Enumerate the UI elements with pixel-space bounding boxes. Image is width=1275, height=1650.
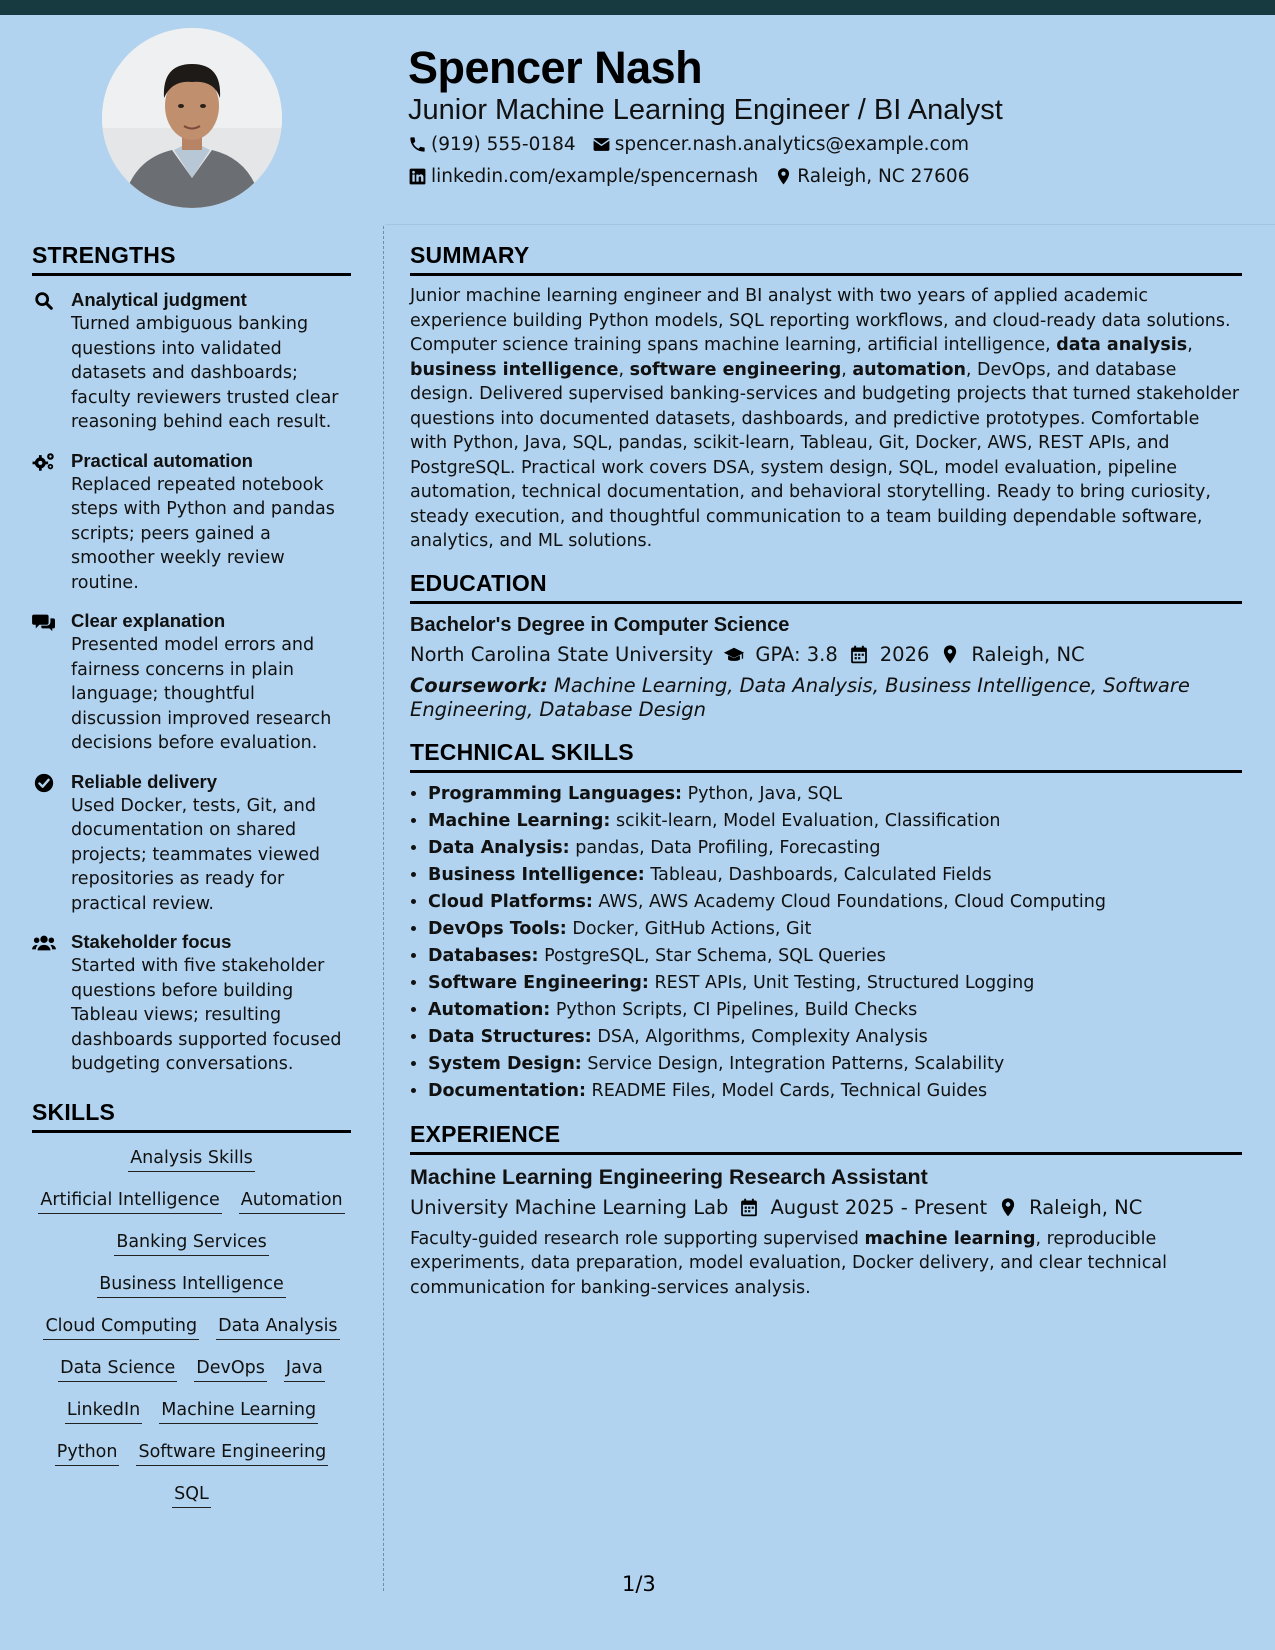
list-item: • Cloud Platforms: AWS, AWS Academy Cloud Foundations, Cloud Computing bbox=[428, 889, 1242, 916]
left-column bbox=[32, 242, 351, 1508]
check-circle-icon bbox=[32, 772, 56, 794]
summary-text: Junior machine learning engineer and BI analyst with two years of applied academic experience building Python models, SQL reporting workflows, and cloud-ready data solutions. Computer science training spans machine learning, artificial intelligence, data analysis, business intelligence, software engineering, automation, DevOps, and database design. Delivered supervised banking-services and budgeting projects that turned stakeholder questions into documented datasets, dashboards, and predictive prototypes. Comfortable with Python, Java, SQL, pandas, scikit-learn, Tableau, Git, Docker, AWS, REST APIs, and PostgreSQL. Practical work covers DSA, system design, SQL, model evaluation, pipeline automation, technical documentation, and behavioral storytelling. Ready to bring curiosity, steady execution, and thoughtful communication to a team building dependable software, analytics, and ML solutions. bbox=[410, 286, 1240, 551]
strength-item bbox=[32, 930, 351, 1077]
calendar-icon bbox=[848, 644, 870, 665]
strength-desc: Used Docker, tests, Git, and documentation on shared projects; teammates viewed repositories as ready for practical review. bbox=[71, 795, 320, 914]
gpa: GPA: 3.8 bbox=[723, 643, 837, 666]
list-item: • Documentation: README Files, Model Cards, Technical Guides bbox=[428, 1078, 1242, 1105]
strength-title: Stakeholder focus bbox=[71, 931, 232, 952]
users-icon bbox=[32, 932, 56, 954]
strengths-section bbox=[32, 242, 351, 1077]
strengths-list bbox=[32, 288, 351, 1077]
profile-photo bbox=[102, 28, 282, 208]
job-title: Machine Learning Engineering Research Assistant bbox=[410, 1164, 928, 1189]
strength-desc: Turned ambiguous banking questions into validated datasets and dashboards; faculty reviewers trusted clear reasoning behind each result. bbox=[71, 314, 339, 432]
skill-tag: Analysis Skills bbox=[128, 1145, 255, 1172]
envelope-icon bbox=[592, 135, 611, 154]
job-dates: August 2025 - Present bbox=[738, 1196, 987, 1219]
education-location: Raleigh, NC bbox=[939, 643, 1084, 666]
contact-location bbox=[774, 166, 969, 187]
linkedin-icon bbox=[408, 167, 427, 186]
skill-tag: SQL bbox=[172, 1481, 211, 1508]
contact-email[interactable] bbox=[592, 134, 969, 155]
experience-section bbox=[410, 1121, 1242, 1301]
page-number: 1/3 bbox=[622, 1572, 656, 1596]
phone-icon bbox=[408, 135, 427, 154]
strength-desc: Presented model errors and fairness concerns in plain language; thoughtful discussion improved research decisions before evaluation. bbox=[71, 635, 332, 753]
contact-row-2 bbox=[408, 166, 969, 187]
strengths-heading: STRENGTHS bbox=[32, 242, 351, 276]
phone-text: (919) 555-0184 bbox=[431, 134, 576, 155]
email-text: spencer.nash.analytics@example.com bbox=[614, 134, 970, 155]
coursework: Coursework: Machine Learning, Data Analysis, Business Intelligence, Software Engineering, Database Design bbox=[410, 673, 1190, 721]
strength-item bbox=[32, 770, 351, 917]
skill-tag: Business Intelligence bbox=[97, 1271, 286, 1298]
list-item: • Databases: PostgreSQL, Star Schema, SQL Queries bbox=[428, 943, 1242, 970]
summary-heading: SUMMARY bbox=[410, 242, 1242, 276]
skill-tag: Banking Services bbox=[114, 1229, 268, 1256]
header-divider bbox=[385, 224, 1275, 225]
skill-tag: Artificial Intelligence bbox=[38, 1187, 221, 1214]
technical-skills-section bbox=[410, 739, 1242, 1105]
list-item: • Business Intelligence: Tableau, Dashboards, Calculated Fields bbox=[428, 862, 1242, 889]
contact-phone[interactable] bbox=[408, 134, 576, 155]
search-icon bbox=[32, 290, 56, 312]
skill-tags bbox=[32, 1145, 351, 1508]
linkedin-text: linkedin.com/example/spencernash bbox=[431, 166, 759, 187]
list-item: • Software Engineering: REST APIs, Unit Testing, Structured Logging bbox=[428, 970, 1242, 997]
skill-tag: Data Analysis bbox=[216, 1313, 339, 1340]
map-pin-icon bbox=[939, 644, 961, 665]
education-meta bbox=[410, 643, 1242, 666]
strength-title: Analytical judgment bbox=[71, 289, 247, 310]
education-heading: EDUCATION bbox=[410, 570, 1242, 604]
strength-item bbox=[32, 609, 351, 756]
strength-item bbox=[32, 449, 351, 596]
gears-icon bbox=[32, 451, 56, 473]
skill-tag: Cloud Computing bbox=[43, 1313, 199, 1340]
skill-tag: Python bbox=[55, 1439, 120, 1466]
skill-tag: Software Engineering bbox=[136, 1439, 328, 1466]
contact-row-1 bbox=[408, 134, 969, 155]
list-item: • System Design: Service Design, Integration Patterns, Scalability bbox=[428, 1051, 1242, 1078]
map-pin-icon bbox=[997, 1197, 1019, 1218]
graduation-cap-icon bbox=[723, 644, 745, 665]
organization: University Machine Learning Lab bbox=[410, 1195, 729, 1219]
skill-tag: Data Science bbox=[58, 1355, 177, 1382]
list-item: • Automation: Python Scripts, CI Pipelines, Build Checks bbox=[428, 997, 1242, 1024]
map-pin-icon bbox=[774, 167, 793, 186]
candidate-name: Spencer Nash bbox=[408, 42, 703, 93]
column-divider bbox=[383, 226, 384, 1591]
job-meta bbox=[410, 1196, 1242, 1219]
contact-linkedin[interactable] bbox=[408, 166, 758, 187]
summary-section bbox=[410, 242, 1242, 554]
degree-title: Bachelor's Degree in Computer Science bbox=[410, 613, 790, 636]
list-item: • Machine Learning: scikit-learn, Model Evaluation, Classification bbox=[428, 808, 1242, 835]
strength-title: Practical automation bbox=[71, 449, 253, 471]
technical-skills-heading: TECHNICAL SKILLS bbox=[410, 739, 1242, 773]
education-section bbox=[410, 570, 1242, 723]
strength-item bbox=[32, 288, 351, 435]
experience-heading: EXPERIENCE bbox=[410, 1121, 1242, 1155]
skill-tag: DevOps bbox=[194, 1355, 267, 1382]
technical-skills-list bbox=[410, 781, 1242, 1105]
skill-tag: Machine Learning bbox=[159, 1397, 318, 1424]
comments-icon bbox=[32, 611, 56, 633]
skills-heading: SKILLS bbox=[32, 1099, 351, 1133]
strength-title: Reliable delivery bbox=[71, 770, 218, 792]
strength-desc: Started with five stakeholder questions before building Tableau views; resulting dashboards supported focused budgeting conversations. bbox=[71, 956, 342, 1074]
location-text: Raleigh, NC 27606 bbox=[797, 166, 970, 187]
right-column bbox=[410, 242, 1242, 1300]
strength-title: Clear explanation bbox=[71, 610, 226, 631]
list-item: • Programming Languages: Python, Java, SQL bbox=[428, 781, 1242, 808]
list-item: • DevOps Tools: Docker, GitHub Actions, Git bbox=[428, 916, 1242, 943]
graduation-year: 2026 bbox=[848, 643, 930, 666]
list-item: • Data Structures: DSA, Algorithms, Complexity Analysis bbox=[428, 1024, 1242, 1051]
skills-section bbox=[32, 1099, 351, 1508]
school-name: North Carolina State University bbox=[410, 642, 714, 666]
calendar-icon bbox=[738, 1197, 760, 1218]
skill-tag: LinkedIn bbox=[65, 1397, 142, 1424]
list-item: • Data Analysis: pandas, Data Profiling, Forecasting bbox=[428, 835, 1242, 862]
strength-desc: Replaced repeated notebook steps with Python and pandas scripts; peers gained a smoother weekly review routine. bbox=[71, 474, 335, 593]
job-location: Raleigh, NC bbox=[997, 1196, 1142, 1219]
skill-tag: Java bbox=[284, 1355, 325, 1382]
job-description: Faculty-guided research role supporting supervised machine learning, reproducible experiments, data preparation, model evaluation, Docker delivery, and clear technical communication for banking-services analysis. bbox=[410, 1228, 1168, 1298]
skill-tag: Automation bbox=[239, 1187, 345, 1214]
top-accent-bar bbox=[0, 0, 1275, 15]
candidate-headline: Junior Machine Learning Engineer / BI Analyst bbox=[408, 94, 1003, 126]
